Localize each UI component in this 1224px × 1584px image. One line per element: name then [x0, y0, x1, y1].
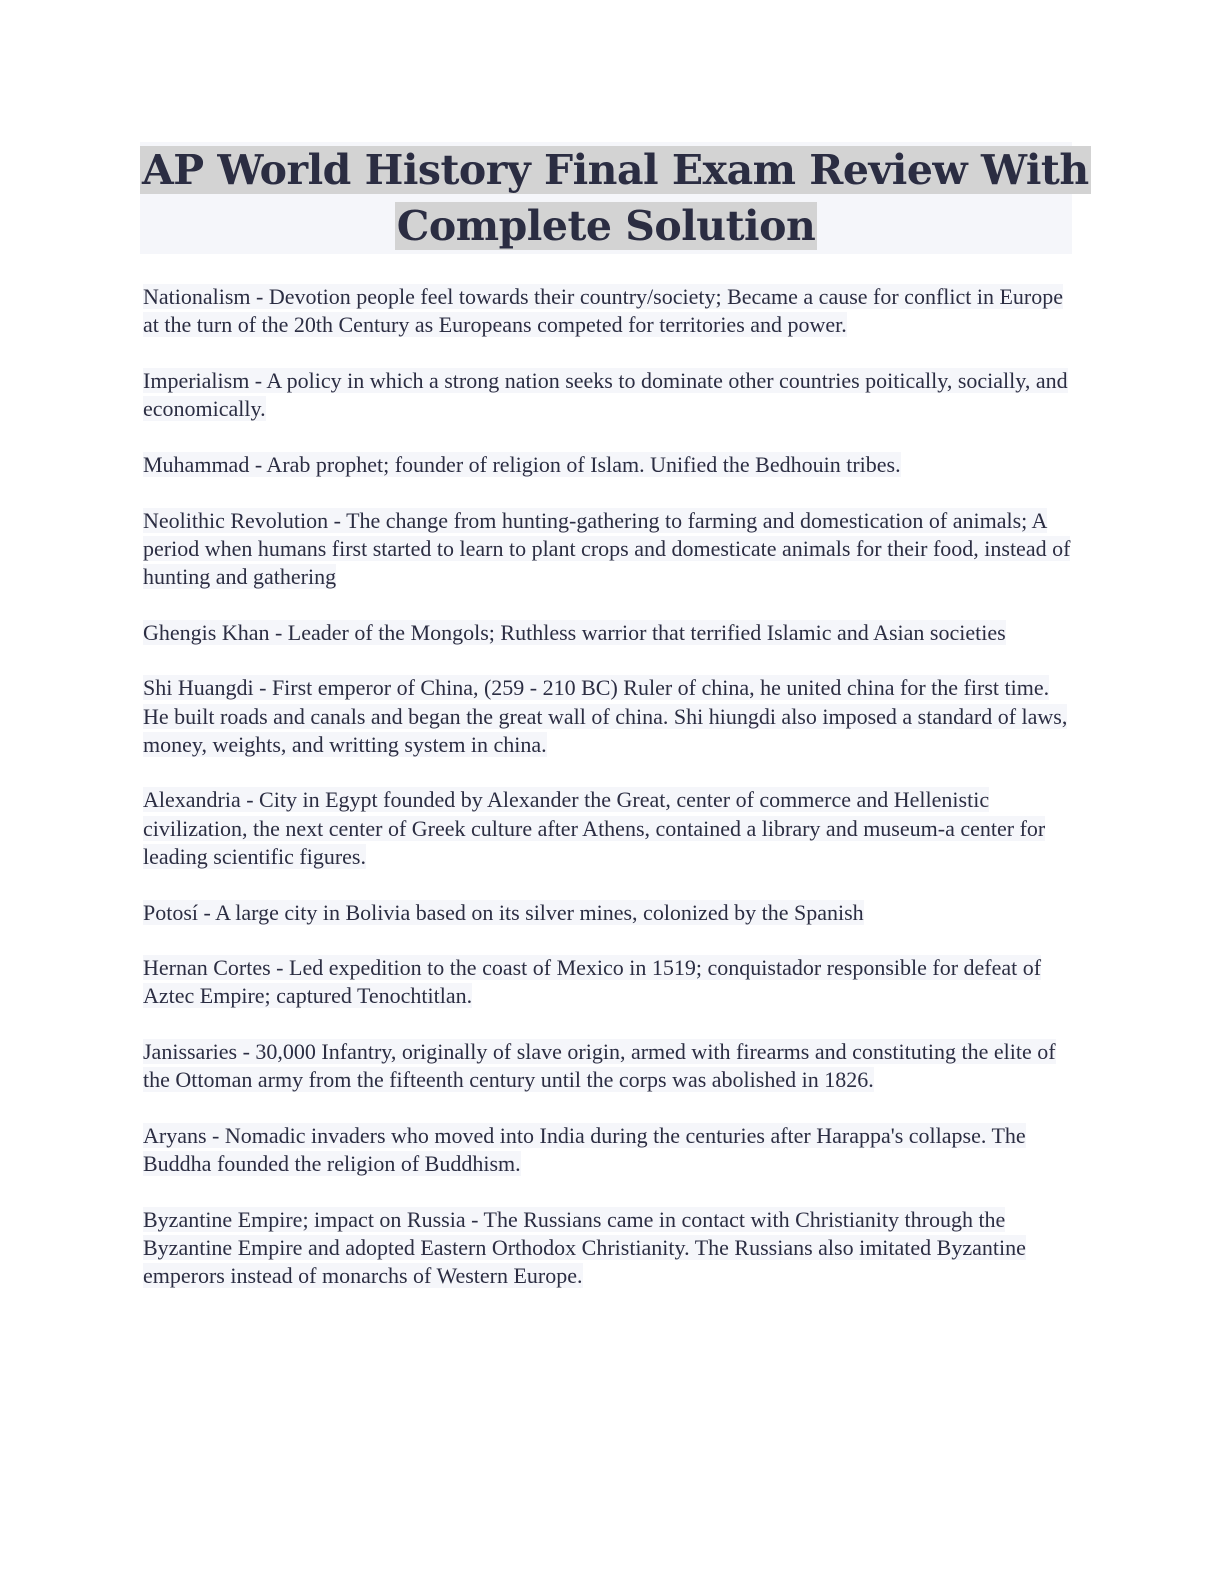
entry-text: Aryans - Nomadic invaders who moved into India during the centuries after Harappa's collapse. The Buddha founded the religion of Buddhism.: [143, 1123, 1026, 1177]
entry-aryans: [143, 1122, 1078, 1178]
entry-text: Muhammad - Arab prophet; founder of religion of Islam. Unified the Bedhouin tribes.: [143, 451, 901, 477]
entry-janissaries: [143, 1038, 1078, 1094]
entry-shi-huangdi: [143, 674, 1078, 759]
title-line-1: [140, 142, 1089, 198]
entry-ghengis-khan: [143, 619, 1078, 647]
entry-text: Neolithic Revolution - The change from hunting-gathering to farming and domestication of animals; A period when humans first started to learn to plant crops and domesticate animals for their food, instead of hunting and gathering: [143, 507, 1071, 589]
entry-text: Nationalism - Devotion people feel towards their country/society; Became a cause for conflict in Europe at the turn of the 20th Century as Europeans competed for territories and power.: [143, 284, 1064, 338]
document-title: [140, 142, 1089, 254]
entry-text: Janissaries - 30,000 Infantry, originally of slave origin, armed with firearms and constituting the elite of the Ottoman army from the fifteenth century until the corps was abolished in 1826.: [143, 1039, 1056, 1093]
entry-imperialism: [143, 367, 1078, 423]
entry-text: Potosí - A large city in Bolivia based on its silver mines, colonized by the Spanish: [143, 899, 864, 925]
title-line-2: [140, 198, 1072, 254]
entry-text: Alexandria - City in Egypt founded by Alexander the Great, center of commerce and Hellenistic civilization, the next center of Greek culture after Athens, contained a library and museum-a center for leading scientific figures.: [143, 787, 1046, 869]
entry-hernan-cortes: [143, 954, 1078, 1010]
entry-text: Byzantine Empire; impact on Russia - The Russians came in contact with Christianity through the Byzantine Empire and adopted Eastern Orthodox Christianity. The Russians also imitated Byzantine emperors instead of monarchs of Western Europe.: [143, 1206, 1026, 1289]
entry-text: Imperialism - A policy in which a strong nation seeks to dominate other countries poitically, socially, and economically.: [143, 367, 1068, 422]
entry-potosi: [143, 899, 1078, 927]
entry-nationalism: [143, 283, 1078, 339]
title-line-1-text: AP World History Final Exam Review With: [142, 146, 1089, 194]
title-line-2-text: Complete Solution: [396, 202, 816, 250]
entries-list: [143, 283, 1078, 1318]
entry-text: Shi Huangdi - First emperor of China, (259 - 210 BC) Ruler of china, he united china for the first time. He built roads and canals and began the great wall of china. Shi hiungdi also imposed a standard of laws, money, weights, and writting system in china.: [143, 675, 1068, 757]
entry-byzantine-empire: [143, 1206, 1078, 1291]
entry-neolithic-revolution: [143, 507, 1078, 592]
entry-muhammad: [143, 451, 1078, 479]
entry-text: Ghengis Khan - Leader of the Mongols; Ruthless warrior that terrified Islamic and Asian societies: [143, 619, 1006, 645]
entry-alexandria: [143, 786, 1078, 871]
entry-text: Hernan Cortes - Led expedition to the coast of Mexico in 1519; conquistador responsible for defeat of Aztec Empire; captured Tenochtitlan.: [143, 955, 1042, 1009]
